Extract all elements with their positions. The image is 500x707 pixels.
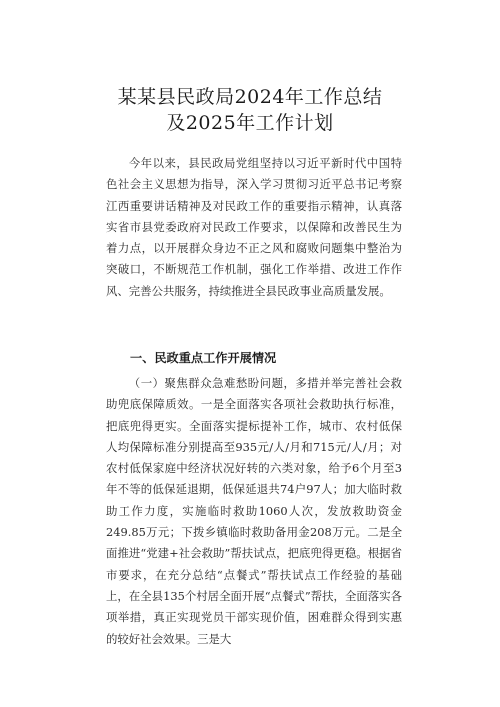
document-title-line2: 及2025年工作计划 (166, 112, 334, 134)
intro-paragraph: 今年以来，县民政局党组坚持以习近平新时代中国特色社会主义思想为指导，深入学习贯彻习近平总书记考察江西重要讲话精神及对民政工作的重要指示精神，认真落实省市县党委政府对民政工作要求，以保障和改善民生为着力点，以开展群众身边不正之风和腐败问题集中整治为突破口，不断规范工作机制，强化工作举措、改进工作作风、完善公共服务，持续推进全县民政事业高质量发展。 (106, 156, 402, 298)
section-paragraph: （一）聚焦群众急难愁盼问题，多措并举完善社会救助兜底保障质效。一是全面落实各项社会救助执行标准，把底兜得更实。全面落实提标提补工作，城市、农村低保人均保障标准分别提高至935元/人/月和715元/人/月；对农村低保家庭中经济状况好转的六类对象，给予6个月至3年不等的低保延退期，低保延退共74户97人；加大临时救助工作力度，实施临时救助1060人次，发放救助资金249.85万元；下拨乡镇临时救助备用金208万元。二是全面推进“党建+社会救助”帮扶试点，把底兜得更稳。根据省市要求，在充分总结“点餐式”帮扶试点工作经验的基础上，在全县135个村居全面开展“点餐式”帮扶，全面落实各项举措，真正实现党员干部实现价值，困难群众得到实惠的较好社会效果。三是大 (106, 376, 402, 646)
intro-paragraph-block (106, 153, 402, 302)
document-title-line1: 某某县民政局2024年工作总结 (117, 86, 383, 108)
section-heading: 一、民政重点工作开展情况 (130, 351, 277, 365)
section-paragraph-block (106, 373, 402, 650)
